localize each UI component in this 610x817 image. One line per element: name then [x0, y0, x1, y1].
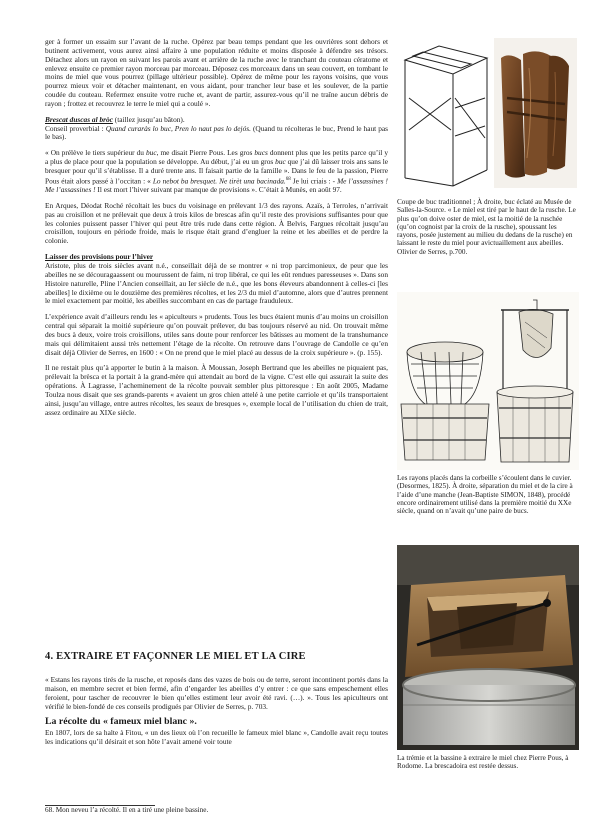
main-text-column	[45, 38, 388, 425]
paragraph-pierre-pous	[45, 149, 388, 195]
paragraph-arques: En Arques, Déodat Roché récoltait les bucs du voisinage en prélevant 1/3 des rayons. Azaïs, à Terroles, n’arrivait pas au croisillon et ne prélevait que deux à trois kilos de brescas afin qu’il reste des provisions suffisantes pour que les colonies puissent passer l’hiver qui peut être très rude dans cette région. À Belvis, Fargues récoltait jusqu’au croisillon, toujours en période froide, mais le risque était grand d’engluer la reine et les abeilles et de perdre la colonie.	[45, 200, 388, 246]
p3-occitan-2: Me l’assassines ! Me l’assassines !	[45, 176, 388, 195]
p3-e: Je lui criais : -	[290, 176, 338, 186]
p3-occitan: Lo nebot ba bresquet. Ne tirèt una bacinada.	[152, 176, 286, 186]
p3-buc2: buc	[275, 157, 286, 167]
p3-bucs: bucs	[254, 148, 268, 158]
p3-c: donnent plus que les petits parce qu’il y a plus de place pour que la population se développe. Au début, j’ai eu un gros	[45, 148, 389, 167]
figure-hive-section	[397, 38, 577, 188]
section-title: 4. EXTRAIRE ET FAÇONNER LE MIEL ET LA CIRE	[45, 651, 306, 662]
caption-extraction-hopper: La trémie et la bassine à extraire le miel chez Pierre Pous, à Rodome. La brescadoira est restée dessus.	[397, 754, 569, 771]
figure-honey-baskets	[397, 292, 579, 470]
section-paragraph-quote: « Estans les rayons tirés de la rusche, et reposés dans des vazes de bois ou de terre, seront incontinent portés dans la maison, en membre secret et bien fermé, afin d’engarder les abeilles d’y entrer : ce que sans empeschement elles feroient, pour tascher de recouvrer le bien qu’elles estiment leur avoir été ravi. (…). ». Tous les apiculteurs ont vérifié le bien-fondé de ces conseils prodigués par Olivier de Serres, p. 703.	[45, 675, 388, 711]
extraction-hopper-photo	[397, 545, 579, 750]
p3-d: que j’ai dû laisser trois ans sans le bresquer pour qu’il s’établisse. Il a duré trente ans. Il faisait partie de la famille ». Dans le feu de la passion, Pierre Pous était alors passé à l’occitan : «	[45, 157, 388, 186]
proverb-lead: Conseil proverbial :	[45, 123, 106, 133]
honey-baskets-engraving	[397, 292, 579, 470]
figure-extraction-hopper	[397, 545, 579, 750]
section-text-column	[45, 676, 388, 754]
proverb-translation: (taillez jusqu’au bâton).	[112, 114, 185, 124]
paragraph-experience: L’expérience avait d’ailleurs rendu les « apiculteurs » prudents. Tous les bucs étaient munis d’au moins un croisillon central qui séparait la moitié supérieure qu’on pouvait prélever, du bas toujours réservé au nid. On trouvait même des bucs à deux, voire trois croisillons, utiles sans doute pour renforcer les bâtisses au moment de la transhumance mais qui délimitaient aussi très nettement l’étage de la récolte. On retrouve dans l’ouvrage de Candolle ce qu’en disait déjà Olivier de Serres, en 1600 : « On ne prend que le miel placé au dessus de la croix supérieure ». (p. 155).	[45, 312, 388, 357]
caption-hive-section: Coupe de buc traditionnel ; À droite, buc éclaté au Musée de Salles-la-Source. « Le miel est tiré par le haut de la rusche. Le plus qu’on doive oster de miel, est la moitié de la ruschée (qu’on cognoist par la croix de la rusche), spoussant les rayons, posée justement au milieu du dedans de la rusche) en laissant le reste du miel pour avictuaillement aux abeilles. Olivier de Serres, p.700.	[397, 198, 576, 256]
p3-f: Il est mort l’hiver suivant par manque de provisions ». C’était à Munès, en août 97.	[95, 185, 342, 195]
p3-b: , me disait Pierre Pous. Les gros	[156, 148, 255, 158]
paragraph-transport: Il ne restait plus qu’à apporter le butin à la maison. À Moussan, Joseph Bertrand que les abeilles ne piquaient pas, prélevait la brèsca et la portait à la grand-mère qui attendait au bord de la vigne. C’est elle qui assurait la suite des opérations. À Lagrasse, l’acheminement de la récolte pouvait sembler plus pittoresque : En août 2005, Madame Toulza nous disait que ses grands-parents « avaient un gros chien attelé à une petite carriole et qu’ils transportaient ainsi, jusqu’au village, entre autres récoltes, les seaux de bresques », exemple local de l’utilisation du chien de trait, assez ordinaire au XIXe siècle.	[45, 363, 388, 417]
p3-a: « On prélève le tiers supérieur du	[45, 148, 146, 158]
proverb-line	[45, 125, 388, 143]
provisions-text: Aristote, plus de trois siècles avant n.é., conseillait déjà de se montrer « ni trop parcimonieux, de peur que les abeilles ne se découragaassent ou mourussent de faim, ni trop libéral, ce qui les eût rendues paresseuses ». Dans son Histoire naturelle, Pline l’Ancien conseillait, au Ier siècle de n.é., que les bons éleveurs abandonnent à celles-ci [les abeilles] le dixième ou le douzième des premières récoltes, et les 2/3 du miel d’automne, alors que d’autres prennent le miel exactement par moitié, les abeilles succombant en cas de partage frauduleux.	[45, 261, 388, 306]
proverb-title: Brescat duscas al bròc	[45, 114, 113, 124]
p3-buc: buc	[146, 148, 157, 158]
paragraph-provisions	[45, 253, 388, 306]
caption-honey-baskets: Les rayons placés dans la corbeille s’écoulent dans le cuvier. (Desormes, 1825). À droite, séparation du miel et de la cire à l’aide d’une manche (Jean-Baptiste SIMON, 1848), procédé encore ordinairement utilisé dans la première moitié du XXe siècle, quand on n’avait qu’une paire de bucs.	[397, 474, 573, 516]
footnote-68: 68. Mon neveu l’a récolté. Il en a tiré une pleine bassine.	[45, 806, 209, 814]
proverb-tail: (Quand tu récolteras le buc, Prend le haut pas le bas).	[45, 123, 389, 142]
paragraph-harvest-method: ger à former un essaim sur l’avant de la ruche. Opérez par beau temps pendant que les ouvrières sont dehors et butinent activement, vous aurez ainsi affaire à une population réduite et moins disposée à défendre ses trésors. Détachez alors un rayon en suivant les parois avant et arrière de la ruche avec le tranchant du couteau cératome et enlevez ensuite ce premier rayon morceau par morceau. Déposez ces morceaux dans un seau couvert, en tombant le moins de miel que vous pourrez (pillage ultérieur possible). Opérez de même pour les rayons voisins, que vous pourrez mieux voir et détacher maintenant, en vous aidant, pour trancher leur base et les soulever, de la partie coudée du couteau. Refermez ensuite votre ruche et, avant de partir, assurez-vous qu’il ne traîne aucun débris de rayon ; frottez et recouvrez le terre le miel qui a coulé ».	[45, 37, 388, 108]
proverb-occitan: Quand curaràs lo buc, Pren lo naut pas lo dejós.	[105, 123, 251, 133]
subsection-title: La récolte du « fameux miel blanc ».	[45, 716, 197, 728]
footnote-ref-68: 68	[285, 176, 291, 182]
hive-drawings	[397, 38, 577, 188]
provisions-heading: Laisser des provisions pour l’hiver	[45, 252, 154, 262]
section-paragraph-fitou: En 1807, lors de sa halte à Fitou, « un des lieux où l’on recueille le fameux miel blanc », Candolle avait reçu toutes les indications qu’il désirait et son hôte l’avait amené voir toute	[45, 728, 388, 747]
